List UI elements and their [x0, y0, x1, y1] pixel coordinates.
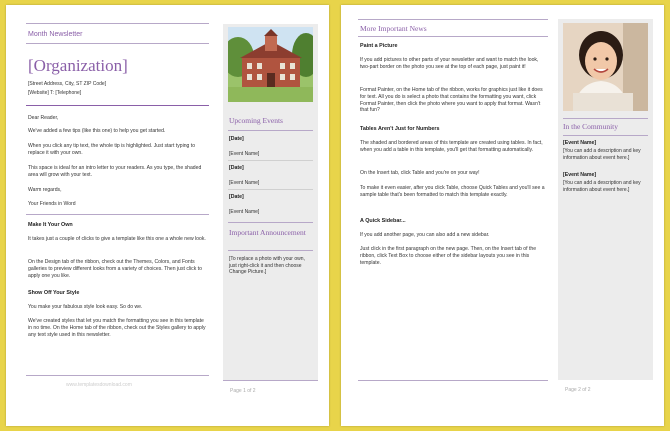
sidebar-footer-rule: [223, 380, 318, 381]
event-name[interactable]: [Event Name]: [229, 151, 260, 157]
events-rule: [228, 130, 313, 131]
address-line[interactable]: [Street Address, City, ST ZIP Code]: [28, 81, 107, 87]
footer-rule: [358, 380, 548, 381]
paragraph-style-1[interactable]: You make your fabulous style look easy. So do we.: [28, 304, 143, 310]
event-divider: [228, 160, 313, 161]
address-rule: [26, 105, 209, 106]
announcement-title[interactable]: Important Announcement: [229, 228, 306, 237]
website-line[interactable]: [Website] T: [Telephone]: [28, 90, 82, 96]
announcement-text[interactable]: [To replace a photo with your own, just right-click it and then choose Change Picture.]: [229, 256, 305, 275]
event-name[interactable]: [Event Name]: [229, 209, 260, 215]
community-event-name[interactable]: [Event Name]: [563, 172, 597, 178]
heading-quick-sidebar[interactable]: A Quick Sidebar...: [360, 218, 406, 224]
community-event-name[interactable]: [Event Name]: [563, 140, 597, 146]
community-event-desc[interactable]: [You can add a description and key information about event here.]: [563, 148, 641, 161]
community-title[interactable]: In the Community: [563, 122, 618, 131]
paragraph-make-it-your-own-1[interactable]: It takes just a couple of clicks to give a template like this one a whole new look.: [28, 236, 206, 242]
paragraph-tables-3[interactable]: To make it even easier, after you click Table, choose Quick Tables and you'll see a sample table that's been formatted to match this template exactly.: [360, 185, 545, 198]
paragraph-tables-2[interactable]: On the Insert tab, click Table and you're on your way!: [360, 170, 480, 176]
greeting[interactable]: Dear Reader,: [28, 115, 59, 121]
page-1: [6, 5, 329, 426]
intro-paragraph-3[interactable]: This space is ideal for an intro letter to your readers. As you type, the shaded area will grow with your text.: [28, 165, 202, 178]
event-name[interactable]: [Event Name]: [229, 180, 260, 186]
top-rule: [358, 19, 548, 20]
organization-title[interactable]: [Organization]: [28, 56, 128, 75]
community-event-desc[interactable]: [You can add a description and key information about event here.]: [563, 180, 641, 193]
event-date[interactable]: [Date]: [229, 165, 244, 171]
upcoming-events-title[interactable]: Upcoming Events: [229, 116, 283, 125]
announcement-rule: [228, 250, 313, 251]
paragraph-make-it-your-own-2[interactable]: On the Design tab of the ribbon, check out the Themes, Colors, and Fonts galleries to preview different looks from a variety of choices. Then just click to apply one you like.: [28, 259, 202, 279]
title-rule: [358, 36, 548, 37]
event-divider: [228, 189, 313, 190]
heading-show-off-style[interactable]: Show Off Your Style: [28, 290, 80, 296]
school-building-photo[interactable]: [228, 27, 313, 102]
more-news-title[interactable]: More Important News: [360, 24, 427, 33]
section-rule: [26, 214, 209, 215]
signoff[interactable]: Your Friends in Word: [28, 201, 76, 207]
intro-paragraph-1[interactable]: We've added a few tips (like this one) to help you get started.: [28, 128, 166, 134]
warm-regards[interactable]: Warm regards,: [28, 187, 62, 193]
top-rule: [26, 23, 209, 24]
paragraph-sidebar-2[interactable]: Just click in the first paragraph on the new page. Then, on the Insert tab of the ribbon, click Text Box to choose either of the sidebar layouts you see in this template.: [360, 246, 537, 266]
event-date[interactable]: [Date]: [229, 136, 244, 142]
header-rule: [26, 43, 209, 44]
paragraph-sidebar-1[interactable]: If you add another page, you can also add a new sidebar.: [360, 232, 490, 238]
paragraph-paint-2[interactable]: Format Painter, on the Home tab of the ribbon, works for graphics just like it does for text. All you do is select a photo that contains the formatting you want, click Format Painter, then click the photo where you want to apply that format. Wasn't that fun?: [360, 87, 543, 114]
page-2: [341, 5, 664, 426]
paragraph-style-2[interactable]: We've created styles that let you match the formatting you see in this template in no time. On the Home tab of the ribbon, check out the Styles gallery to apply any text style used in this newsletter.: [28, 318, 206, 338]
paragraph-paint-1[interactable]: If you add pictures to other parts of your newsletter and want to match the look, two-part border on the photo you see at the top of each page, just paint it!: [360, 57, 539, 70]
page-number: Page 1 of 2: [230, 388, 256, 394]
announcement-top-rule: [228, 222, 313, 223]
heading-tables[interactable]: Tables Aren't Just for Numbers: [360, 126, 440, 132]
page-number: Page 2 of 2: [565, 387, 591, 393]
footer-rule: [26, 375, 209, 376]
footer-watermark: www.templatesdownload.com: [66, 382, 132, 388]
community-top-rule: [563, 118, 648, 119]
intro-paragraph-2[interactable]: When you click any tip text, the whole tip is highlighted. Just start typing to replace it with your own.: [28, 143, 196, 156]
newsletter-label: Month Newsletter: [28, 31, 83, 38]
girl-portrait-photo[interactable]: [563, 23, 648, 111]
paragraph-tables-1[interactable]: The shaded and bordered areas of this template are created using tables. In fact, when you add a table in this template, you'll get that formatting automatically.: [360, 140, 543, 153]
heading-paint-picture[interactable]: Paint a Picture: [360, 43, 398, 49]
community-rule: [563, 135, 648, 136]
heading-make-it-your-own[interactable]: Make It Your Own: [28, 222, 73, 228]
event-date[interactable]: [Date]: [229, 194, 244, 200]
